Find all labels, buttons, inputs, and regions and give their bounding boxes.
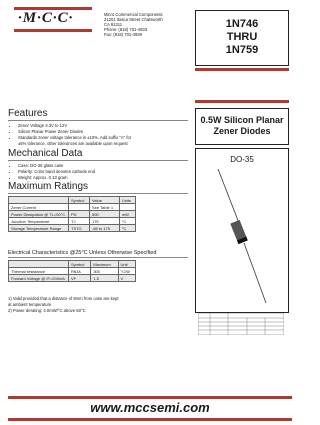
accent-bar [195,68,289,71]
description-box [195,108,289,145]
feature-item: • Standards zener voltage tolerance is ±10%. Add suffix "A" for [18,135,188,141]
mechanical-item: • Polarity: Color band denotes cathode end [18,169,188,175]
footer-bar-bottom [8,418,292,421]
table-row: Storage Temperature Range TSTG -65 to 175 °C [9,225,136,232]
package-box [195,148,289,313]
table-row: Thermal resistance RθJA 300 °C/W [9,268,136,275]
dimension-table [198,313,284,340]
description-line: 0.5W Silicon Planar [200,115,284,125]
feature-item: • Zener Voltage 3.3V to 12V [18,123,188,129]
electrical-table [8,260,136,282]
notes-section [8,296,188,314]
part-number-start: 1N746 [225,18,259,30]
address-line: Micro Commercial Components [104,12,163,17]
package-name: DO-35 [230,155,254,164]
table-row: Zener Current See Table 1 [9,204,136,211]
mechanical-divider [8,160,188,161]
max-ratings-heading: Maximum Ratings [8,181,89,192]
max-ratings-section [8,181,188,232]
feature-item: • Silicon Planar Power Zener Diodes [18,129,188,135]
diode-outline-drawing [196,163,288,313]
footer-bar-top [8,396,292,399]
address-line: 21201 Itasca Street Chatsworth [104,17,163,22]
mechanical-item: • Weight: Approx. 0.13 gram [18,175,188,181]
company-logo: ·M·C·C· [18,10,74,26]
logo-overline [14,7,92,10]
feature-item: ±5% tolerance, other tolerances are available upon request [18,141,128,146]
logo-underline [14,29,92,32]
accent-bar [195,100,289,103]
features-divider [8,120,188,121]
table-header-row: Symbol Maximum Unit [9,261,136,268]
fax-line: Fax: (818) 701-4939 [104,32,142,37]
description-line: Zener Diodes [213,126,271,136]
part-number-thru: THRU [226,31,258,43]
note-item: 2) Power derating: 4.0mW/°C above 50°C [8,308,86,313]
electrical-section [8,250,188,282]
table-row: Junction Temperature TJ 175 °C [9,218,136,225]
part-number-box [195,10,289,66]
mechanical-heading: Mechanical Data [8,148,83,159]
max-ratings-table [8,196,136,232]
features-section [8,108,188,147]
features-heading: Features [8,108,48,119]
website-url[interactable]: www.mccsemi.com [90,400,210,415]
electrical-divider [8,257,188,258]
company-address [104,12,190,37]
mechanical-section [8,148,188,181]
address-line: CA 91311 [104,22,123,27]
part-number-end: 1N759 [225,44,259,56]
table-row: Forward Voltage @ IF=200mA VF 1.5 V [9,275,136,282]
table-row: Power Dissipation @ TL=50°C PD 500 mW [9,211,136,218]
note-item: at ambient temperature [8,302,52,307]
phone-line: Phone: (818) 701-4933 [104,27,148,32]
electrical-heading: Electrical Characteristics @25°C Unless Otherwise Specified [8,250,157,256]
note-item: 1) Valid provided that a distance of 8mm from case are kept [8,296,119,301]
mechanical-item: • Case: DO-35 glass case [18,163,188,169]
table-header-row: Symbol Value Units [9,197,136,204]
max-ratings-divider [8,193,188,194]
